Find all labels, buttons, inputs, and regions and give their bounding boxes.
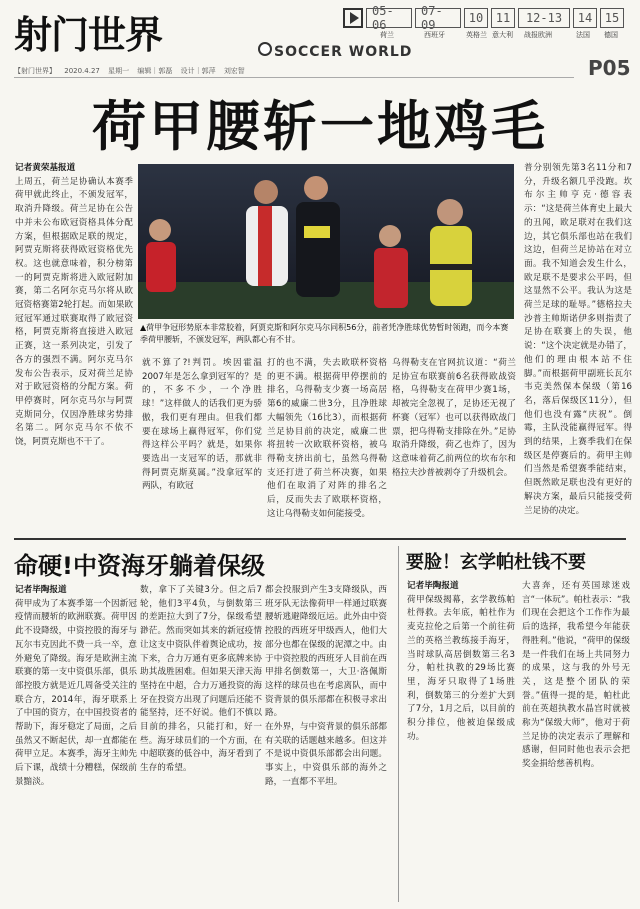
date-label: 德国 bbox=[604, 31, 618, 39]
main-headline: 荷甲腰斩一地鸡毛 bbox=[92, 95, 548, 158]
date-box: 11 bbox=[491, 8, 515, 28]
story2-byline: 记者毕陶报道 bbox=[15, 585, 67, 595]
proof-credit: 刘宏智 bbox=[223, 67, 245, 75]
paper-name: 【射门世界】 bbox=[14, 67, 56, 75]
date-box: 14 bbox=[573, 8, 597, 28]
date-label: 意大利 bbox=[492, 31, 513, 39]
story1-column-lower-1: 就不算了?!判罚。埃因霍温2007年是怎么拿到冠军的？是的，不多不少，一个净胜球！”这样做人的话我们更为骄傲，我们更有理由。但我们都要在球场上赢得冠军，你们觉得这样公平吗？就是，如果你要选出一支冠军的话，那就非得阿贾克斯莫属。”没拿冠军的两队，有欧冠 bbox=[142, 358, 262, 492]
date-label: 西班牙 bbox=[424, 31, 445, 39]
date-labels bbox=[366, 30, 636, 40]
page-number: P05 bbox=[588, 56, 631, 80]
play-icon bbox=[343, 8, 363, 28]
story1-column-lower-3: 乌得勒支在官网抗议道：“荷兰足协宣布联赛前6名获得欧战资格，乌得勒支在荷甲少赛1场，却被完全忽视了，足协还无视了杯赛（冠军）也可以获得欧战门票，把乌得勒支排除在外。”足协取消升降级，荷乙也炸了，因为这意味着荷乙前两位的坎布尔和格拉夫沙普被剥夺了升级机会。 bbox=[392, 358, 516, 478]
weekday: 星期一 bbox=[108, 67, 130, 75]
logo-title: 射门世界 bbox=[14, 13, 163, 57]
story3-column-2: 大喜奔，还有英国球迷戏言“一体玩”。帕杜表示：“我们现在会把这个工作作为最后的选择，我希望今年能获得胜利。”他说，“荷甲的保级是一件我们在场上共同努力的成果，这与我的外号无关，这是整个团队的荣誉。”值得一提的是，帕杜此前在英超执教水晶宫时就被称为“保级大师”，他对于荷兰足协的决定表示了理解和感谢，但同时他也表示会把奖金捐给慈善机构。 bbox=[522, 581, 630, 770]
story2-body-1: 荷甲成为了本赛季第一个因新冠疫情而腰斩的欧洲联赛。荷甲因此不设降级，中资控股的海牙与瓦尔韦克因此不费一兵一卒，意外避免了降级。海牙是欧洲主流联赛的第一支中资俱乐部，俱乐部控股方就是近几周备受关注的联合方，2014年，海牙联系上了中国的资方，在中国投资者的帮助下，海牙稳定了局面，之后虽然又不断起伏，却一直都能在荷甲立足。本赛季，海牙主帅先后下课，战绩十分糟糕，保级前景黯淡。 bbox=[15, 598, 137, 787]
issue-date: 2020.4.27 bbox=[64, 67, 100, 75]
story2-column-2: 数，拿下了关键3分。但之后7轮，他们3平4负，与倒数第三的差距拉大到了7分，保级希望渺茫。然而突如其来的新冠疫情让这支中资队伴着舆论成功，按下来，合力万通有更多底牌来协助其战胜困难。但如果天津天海坚持在中超，合力万通投资的海牙在投资方出现了问题后还能不能坚持，还不好说。他们不慎以目前的排名，只能打和，好一些。海牙球员们的一个方面，在中超联赛的低谷中，海牙看到了生存的希望。 bbox=[140, 585, 262, 774]
story2-column-3 bbox=[265, 584, 387, 790]
section-divider bbox=[14, 538, 626, 540]
info-bar bbox=[14, 66, 574, 78]
date-label: 法国 bbox=[576, 31, 590, 39]
story2-headline: 命硬!中资海牙躺着保级 bbox=[14, 552, 265, 580]
soccer-ball-icon bbox=[258, 42, 272, 56]
photo-caption: ▲荷甲争冠形势原本非常胶着，阿贾克斯和阿尔克马尔同积56分，前者凭净胜球优势暂时领跑，而今本赛季荷甲腰斩，不颁发冠军，两队都心有不甘。 bbox=[140, 323, 509, 344]
story3-column-1 bbox=[407, 580, 515, 744]
date-label: 英格兰 bbox=[466, 31, 487, 39]
story1-column-lower-2: 打的也不满，失去欧联杯资格的更不满。根据荷甲停摆前的排名，乌得勒支少赛一场高居第6的威廉二世3分，且净胜球大幅领先（16比3），而根据荷兰足协目前的决定，威廉二世将扭转一次欧联杯资格，被乌得勒支挤出前七，虽然乌得勒支还打进了荷兰杯决赛，如果他们在取消了对阵的排名之后，反而失去了欧联杯资格，这让乌得勒支如何能接受。 bbox=[267, 358, 387, 519]
story3-headline: 要脸！玄学帕杜钱不要 bbox=[406, 552, 586, 573]
story1-body: 上周五，荷兰足协确认本赛季荷甲就此终止，不颁发冠军，取消升降级。荷兰足协在公告中并未公布欧冠资格具体分配方案，但根据欧足联的规定，阿贾克斯将获得欧冠资格优先权。这也就意味着，积分榜第一的阿贾克斯将进入欧冠附加赛，第二名阿尔克马尔将从欧冠资格赛第2轮打起。而如果欧冠冠军通过联赛取得了欧冠资格，阿贾克斯将直接进入欧冠正赛，这一系列决定，引发了各方的强烈不满。阿尔克马尔发布公告表示，反对荷兰足协对于欧冠资格的分配方案。荷甲停赛时，阿尔克马尔与阿贾克斯同分，仅因净胜球劣势排名第二。阿尔克马尔不依不饶，阿贾克斯也不干了。 bbox=[15, 176, 133, 448]
date-label: 战报欧洲 bbox=[524, 31, 552, 39]
date-box: 15 bbox=[600, 8, 624, 28]
date-box: 12-13 bbox=[518, 8, 570, 28]
date-label: 荷兰 bbox=[380, 31, 394, 39]
logo-subtitle: SOCCER WORLD bbox=[274, 44, 413, 60]
story2-column-1 bbox=[15, 584, 137, 790]
story1-byline: 记者黄荣基报道 bbox=[15, 163, 76, 173]
date-index bbox=[366, 4, 624, 32]
story1-column-right: 普分别领先第3名11分和7分，升级名额几乎没跑。坎布尔主帅亨克·德容表示：“这是荷兰体育史上最大的丑闻，欧足联对在我们这边，其它俱乐部也站在我们这边，但荷兰足协站在对立面。我不知道会发生什么，欧足联不是要求公平吗，但这显然不公平。我认为这是荷兰足球的耻辱。”德格拉夫沙普主帅斯诺伊多则指责了足协在联赛上的失误，他说：“这个决定就是办错了，他们的理由根本站不住脚。”而根据荷甲副班长瓦尔韦克美然保本保级（第16名，落后保级区11分），但他们也没有露“庆祝”。倒霉，主队没能赢得冠军。得到的结果，上赛季我们在保级区是停赛后的。荷甲主帅们当然是希望赛季能结束，但既然欧足联也没有更好的解决方案，最后只能接受荷兰足协的决定。 bbox=[524, 163, 632, 516]
story1-column-left bbox=[15, 162, 133, 450]
story2-body-3b: 在外界，与中资背景的俱乐部都有关联的话题越来越多。但这并不是说中资俱乐部都会出问题。事实上，中资俱乐部的海外之路，一直都不平坦。 bbox=[265, 722, 387, 787]
masthead bbox=[0, 0, 640, 58]
design-credit: 设计｜郭萍 bbox=[180, 67, 216, 75]
story3-body-1: 荷甲保级揭幕，玄学教练帕杜得救。去年底，帕杜作为麦克拉伦之后第一个前往荷兰的英格兰教练接手海牙，当时球队高居倒数第三名3分，帕杜执教的29场比赛里，海牙只取得了1场胜利，倒数第三的分差扩大到了7分，1月之后，以目前的积分排位，他被迫保级成功。 bbox=[407, 594, 515, 742]
date-box: 05-06 bbox=[366, 8, 412, 28]
date-box: 10 bbox=[464, 8, 488, 28]
story3-byline: 记者毕陶报道 bbox=[407, 581, 459, 591]
match-photo bbox=[138, 164, 514, 319]
story2-body-3: 都会投服到产生3支降级队，西班牙队无法像荷甲一样通过联赛腰斩逃避降级厄运。此外由中资控股的西班牙甲级西人，他们大部分也都在保级的泥潭之中。由于中资控股的西班牙人目前在西甲排名倒数第一，大卫·洛佩斯这样的球员也在考虑离队，而中资背景的俱乐部都在积极寻求出路。 bbox=[265, 585, 387, 719]
editor-credit: 编辑｜郭磊 bbox=[137, 67, 173, 75]
column-rule bbox=[398, 546, 399, 902]
date-box: 07-09 bbox=[415, 8, 461, 28]
